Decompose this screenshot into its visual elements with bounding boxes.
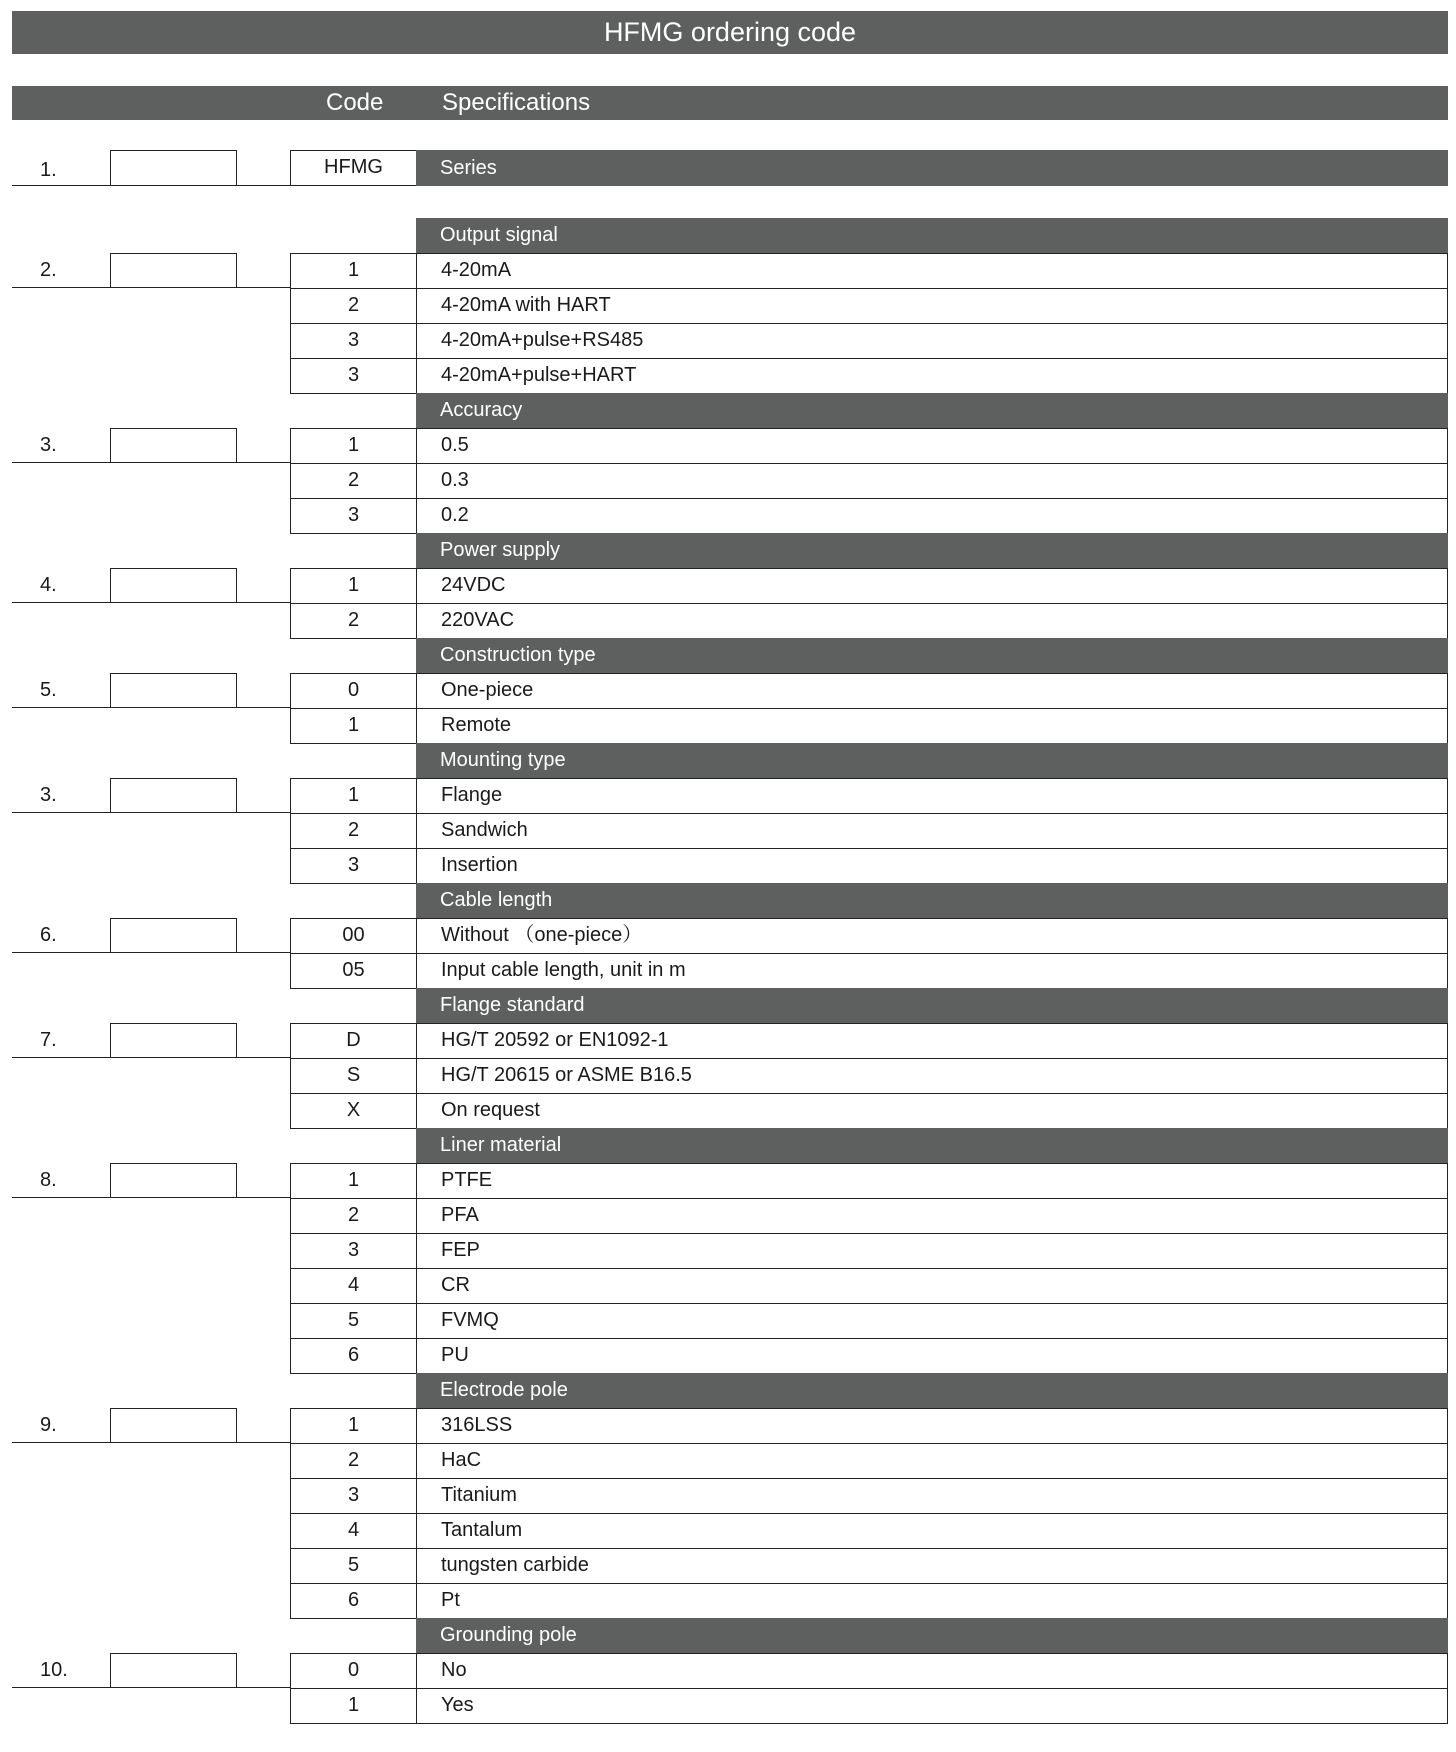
code-cell: 0 [290,1653,417,1689]
specification-cell: Insertion [416,848,1448,884]
specification-cell: 0.2 [416,498,1448,534]
page-title: HFMG ordering code [12,11,1448,54]
specification-cell: 4-20mA+pulse+HART [416,358,1448,394]
section-number: 3. [40,434,57,456]
code-cell: 5 [290,1548,417,1584]
code-cell: 2 [290,1443,417,1479]
specification-cell: One-piece [416,673,1448,709]
code-cell: 2 [290,603,417,639]
specification-cell: Without （one-piece） [416,918,1448,954]
specification-cell: No [416,1653,1448,1689]
specification-cell: 4-20mA with HART [416,288,1448,324]
code-cell: 1 [290,778,417,814]
section-title-liner-material: Liner material [416,1128,1448,1163]
code-cell: 4 [290,1513,417,1549]
specification-cell: 4-20mA+pulse+RS485 [416,323,1448,359]
specification-cell: 24VDC [416,568,1448,604]
section-number: 7. [40,1029,57,1051]
specification-cell: 0.3 [416,463,1448,499]
code-column-header: Code [326,89,384,116]
section-number: 6. [40,924,57,946]
specification-cell: Remote [416,708,1448,744]
section-title-construction-type: Construction type [416,638,1448,673]
specification-cell: FEP [416,1233,1448,1269]
specification-cell: Pt [416,1583,1448,1619]
specification-cell: Titanium [416,1478,1448,1514]
series-code-cell: HFMG [290,150,417,186]
section-blank-box[interactable] [110,1163,237,1198]
section-number: 5. [40,679,57,701]
section-blank-box[interactable] [110,428,237,463]
code-cell: 00 [290,918,417,954]
section-divider [12,1197,290,1198]
specification-cell: HaC [416,1443,1448,1479]
specifications-column-header: Specifications [442,89,591,116]
section-title-electrode-pole: Electrode pole [416,1373,1448,1408]
section-divider [12,462,290,463]
section-title-cable-length: Cable length [416,883,1448,918]
code-cell: 6 [290,1338,417,1374]
specification-cell: On request [416,1093,1448,1129]
specification-cell: Flange [416,778,1448,814]
section-number: 2. [40,259,57,281]
series-label-bar: Series [416,150,1448,186]
code-cell: X [290,1093,417,1129]
section-divider [12,1057,290,1058]
section-title-power-supply: Power supply [416,533,1448,568]
specification-cell: CR [416,1268,1448,1304]
code-cell: 4 [290,1268,417,1304]
section-blank-box[interactable] [110,568,237,603]
section-title-mounting-type: Mounting type [416,743,1448,778]
section-number: 9. [40,1414,57,1436]
code-cell: 1 [290,568,417,604]
code-cell: 1 [290,428,417,464]
code-cell: S [290,1058,417,1094]
code-cell: 6 [290,1583,417,1619]
specification-cell: Tantalum [416,1513,1448,1549]
specification-cell: PU [416,1338,1448,1374]
code-cell: 1 [290,1408,417,1444]
code-cell: 3 [290,1233,417,1269]
section-number: 3. [40,784,57,806]
specification-cell: Sandwich [416,813,1448,849]
series-divider [12,185,290,186]
series-blank-box[interactable] [110,150,237,186]
section-blank-box[interactable] [110,778,237,813]
section-blank-box[interactable] [110,1408,237,1443]
code-cell: 2 [290,463,417,499]
section-divider [12,1442,290,1443]
section-divider [12,707,290,708]
specification-cell: PFA [416,1198,1448,1234]
code-cell: 3 [290,498,417,534]
code-cell: 3 [290,358,417,394]
section-number: 4. [40,574,57,596]
code-cell: 5 [290,1303,417,1339]
specification-cell: Input cable length, unit in m [416,953,1448,989]
section-title-flange-standard: Flange standard [416,988,1448,1023]
code-cell: 1 [290,1163,417,1199]
section-blank-box[interactable] [110,1023,237,1058]
section-blank-box[interactable] [110,918,237,953]
section-divider [12,1687,290,1688]
specification-cell: PTFE [416,1163,1448,1199]
section-blank-box[interactable] [110,1653,237,1688]
section-number: 8. [40,1169,57,1191]
code-cell: 0 [290,673,417,709]
code-cell: 2 [290,813,417,849]
code-cell: 2 [290,288,417,324]
section-divider [12,952,290,953]
section-divider [12,812,290,813]
specification-cell: HG/T 20615 or ASME B16.5 [416,1058,1448,1094]
section-divider [12,287,290,288]
series-row-number: 1. [40,159,57,181]
section-number: 10. [40,1659,68,1681]
specification-cell: tungsten carbide [416,1548,1448,1584]
section-title-accuracy: Accuracy [416,393,1448,428]
specification-cell: HG/T 20592 or EN1092-1 [416,1023,1448,1059]
specification-cell: 4-20mA [416,253,1448,289]
code-cell: 3 [290,323,417,359]
code-cell: 2 [290,1198,417,1234]
specification-cell: FVMQ [416,1303,1448,1339]
section-title-output-signal: Output signal [416,218,1448,253]
code-cell: 3 [290,1478,417,1514]
section-title-grounding-pole: Grounding pole [416,1618,1448,1653]
specification-cell: 220VAC [416,603,1448,639]
specification-cell: 316LSS [416,1408,1448,1444]
code-cell: 05 [290,953,417,989]
section-blank-box[interactable] [110,253,237,288]
section-blank-box[interactable] [110,673,237,708]
specification-cell: 0.5 [416,428,1448,464]
section-divider [12,602,290,603]
code-cell: D [290,1023,417,1059]
code-cell: 3 [290,848,417,884]
code-cell: 1 [290,253,417,289]
code-cell: 1 [290,708,417,744]
specification-cell: Yes [416,1688,1448,1724]
code-cell: 1 [290,1688,417,1724]
